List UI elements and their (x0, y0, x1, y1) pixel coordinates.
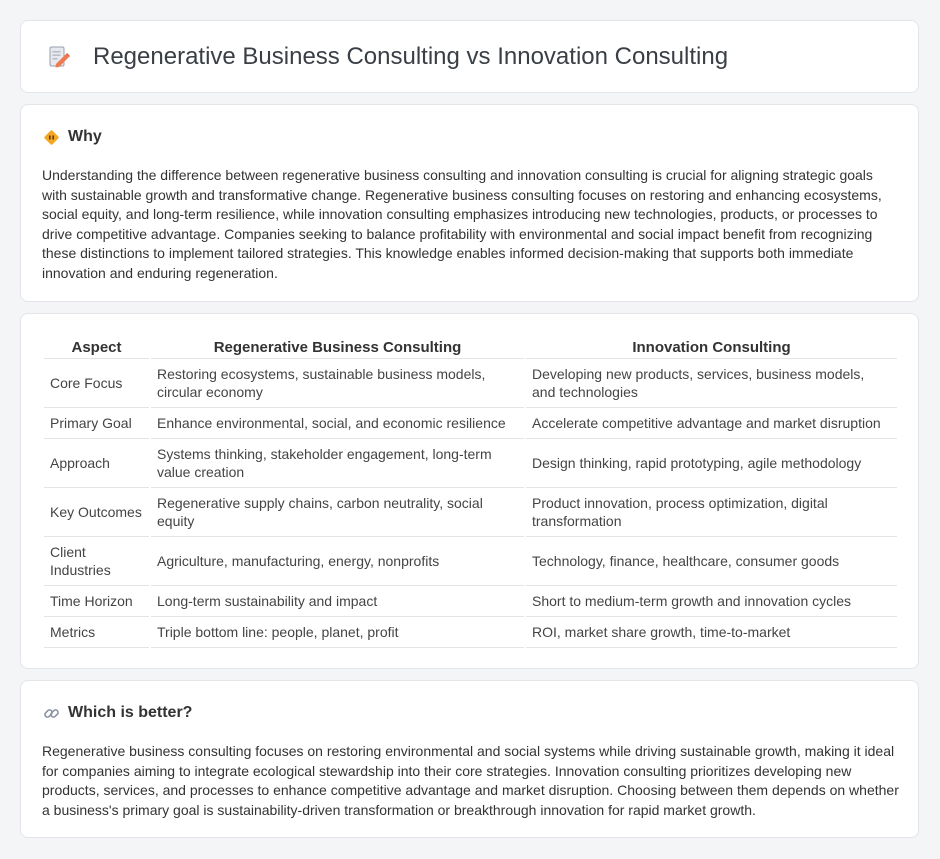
table-row (44, 617, 897, 648)
cell-innovation: ROI, market share growth, time-to-market (526, 617, 897, 648)
table-header-row (44, 335, 897, 359)
cell-regenerative: Long-term sustainability and impact (151, 586, 524, 617)
cell-regenerative: Restoring ecosystems, sustainable business models, circular economy (151, 359, 524, 408)
header-aspect: Aspect (44, 335, 149, 359)
why-text: Understanding the difference between regenerative business consulting and innovation consulting is crucial for aligning strategic goals with sustainable growth and transformative change. Regenerative business consulting focuses on restoring and enhancing ecosystems, social equity, and long-term resilience, while innovation consulting emphasizes introducing new technologies, products, or processes to drive competitive advantage. Companies seeking to balance profitability with environmental and social impact benefit from recognizing these distinctions to implement tailored strategies. This knowledge enables informed decision-making that supports both immediate innovation and enduring regeneration. (42, 167, 882, 281)
comparison-table-card (20, 313, 919, 669)
cell-innovation: Technology, finance, healthcare, consumer goods (526, 537, 897, 586)
cell-innovation: Accelerate competitive advantage and market disruption (526, 408, 897, 439)
table-row (44, 488, 897, 537)
cell-regenerative: Triple bottom line: people, planet, profit (151, 617, 524, 648)
table-row (44, 586, 897, 617)
cell-innovation: Design thinking, rapid prototyping, agile methodology (526, 439, 897, 488)
cell-innovation: Product innovation, process optimization, digital transformation (526, 488, 897, 537)
title-card (20, 20, 919, 93)
which-is-better-section (20, 680, 919, 838)
table-row (44, 408, 897, 439)
cell-aspect: Metrics (44, 617, 149, 648)
cell-aspect: Approach (44, 439, 149, 488)
cell-aspect: Client Industries (44, 537, 149, 586)
diamond-sign-icon (43, 129, 60, 146)
cell-regenerative: Systems thinking, stakeholder engagement, long-term value creation (151, 439, 524, 488)
table-row (44, 359, 897, 408)
cell-aspect: Time Horizon (44, 586, 149, 617)
header-innovation: Innovation Consulting (526, 335, 897, 359)
cell-regenerative: Agriculture, manufacturing, energy, nonprofits (151, 537, 524, 586)
cell-aspect: Core Focus (44, 359, 149, 408)
table-row (44, 537, 897, 586)
which-is-better-heading: Which is better? (68, 704, 193, 721)
cell-aspect: Primary Goal (44, 408, 149, 439)
pencil-document-icon (47, 45, 71, 69)
why-heading: Why (68, 128, 102, 145)
cell-regenerative: Enhance environmental, social, and economic resilience (151, 408, 524, 439)
page-title: Regenerative Business Consulting vs Innovation Consulting (93, 42, 729, 70)
table-row (44, 439, 897, 488)
cell-innovation: Developing new products, services, business models, and technologies (526, 359, 897, 408)
link-icon (43, 705, 60, 722)
comparison-table (42, 335, 899, 648)
why-section (20, 104, 919, 302)
cell-aspect: Key Outcomes (44, 488, 149, 537)
cell-innovation: Short to medium-term growth and innovation cycles (526, 586, 897, 617)
header-regenerative: Regenerative Business Consulting (151, 335, 524, 359)
which-is-better-text: Regenerative business consulting focuses on restoring environmental and social systems while driving sustainable growth, making it ideal for companies aiming to integrate ecological stewardship into their core strategies. Innovation consulting prioritizes developing new products, services, and processes to enhance competitive advantage and market disruption. Choosing between them depends on whether a business's primary goal is sustainability-driven transformation or breakthrough innovation for rapid market growth. (42, 743, 899, 818)
cell-regenerative: Regenerative supply chains, carbon neutrality, social equity (151, 488, 524, 537)
